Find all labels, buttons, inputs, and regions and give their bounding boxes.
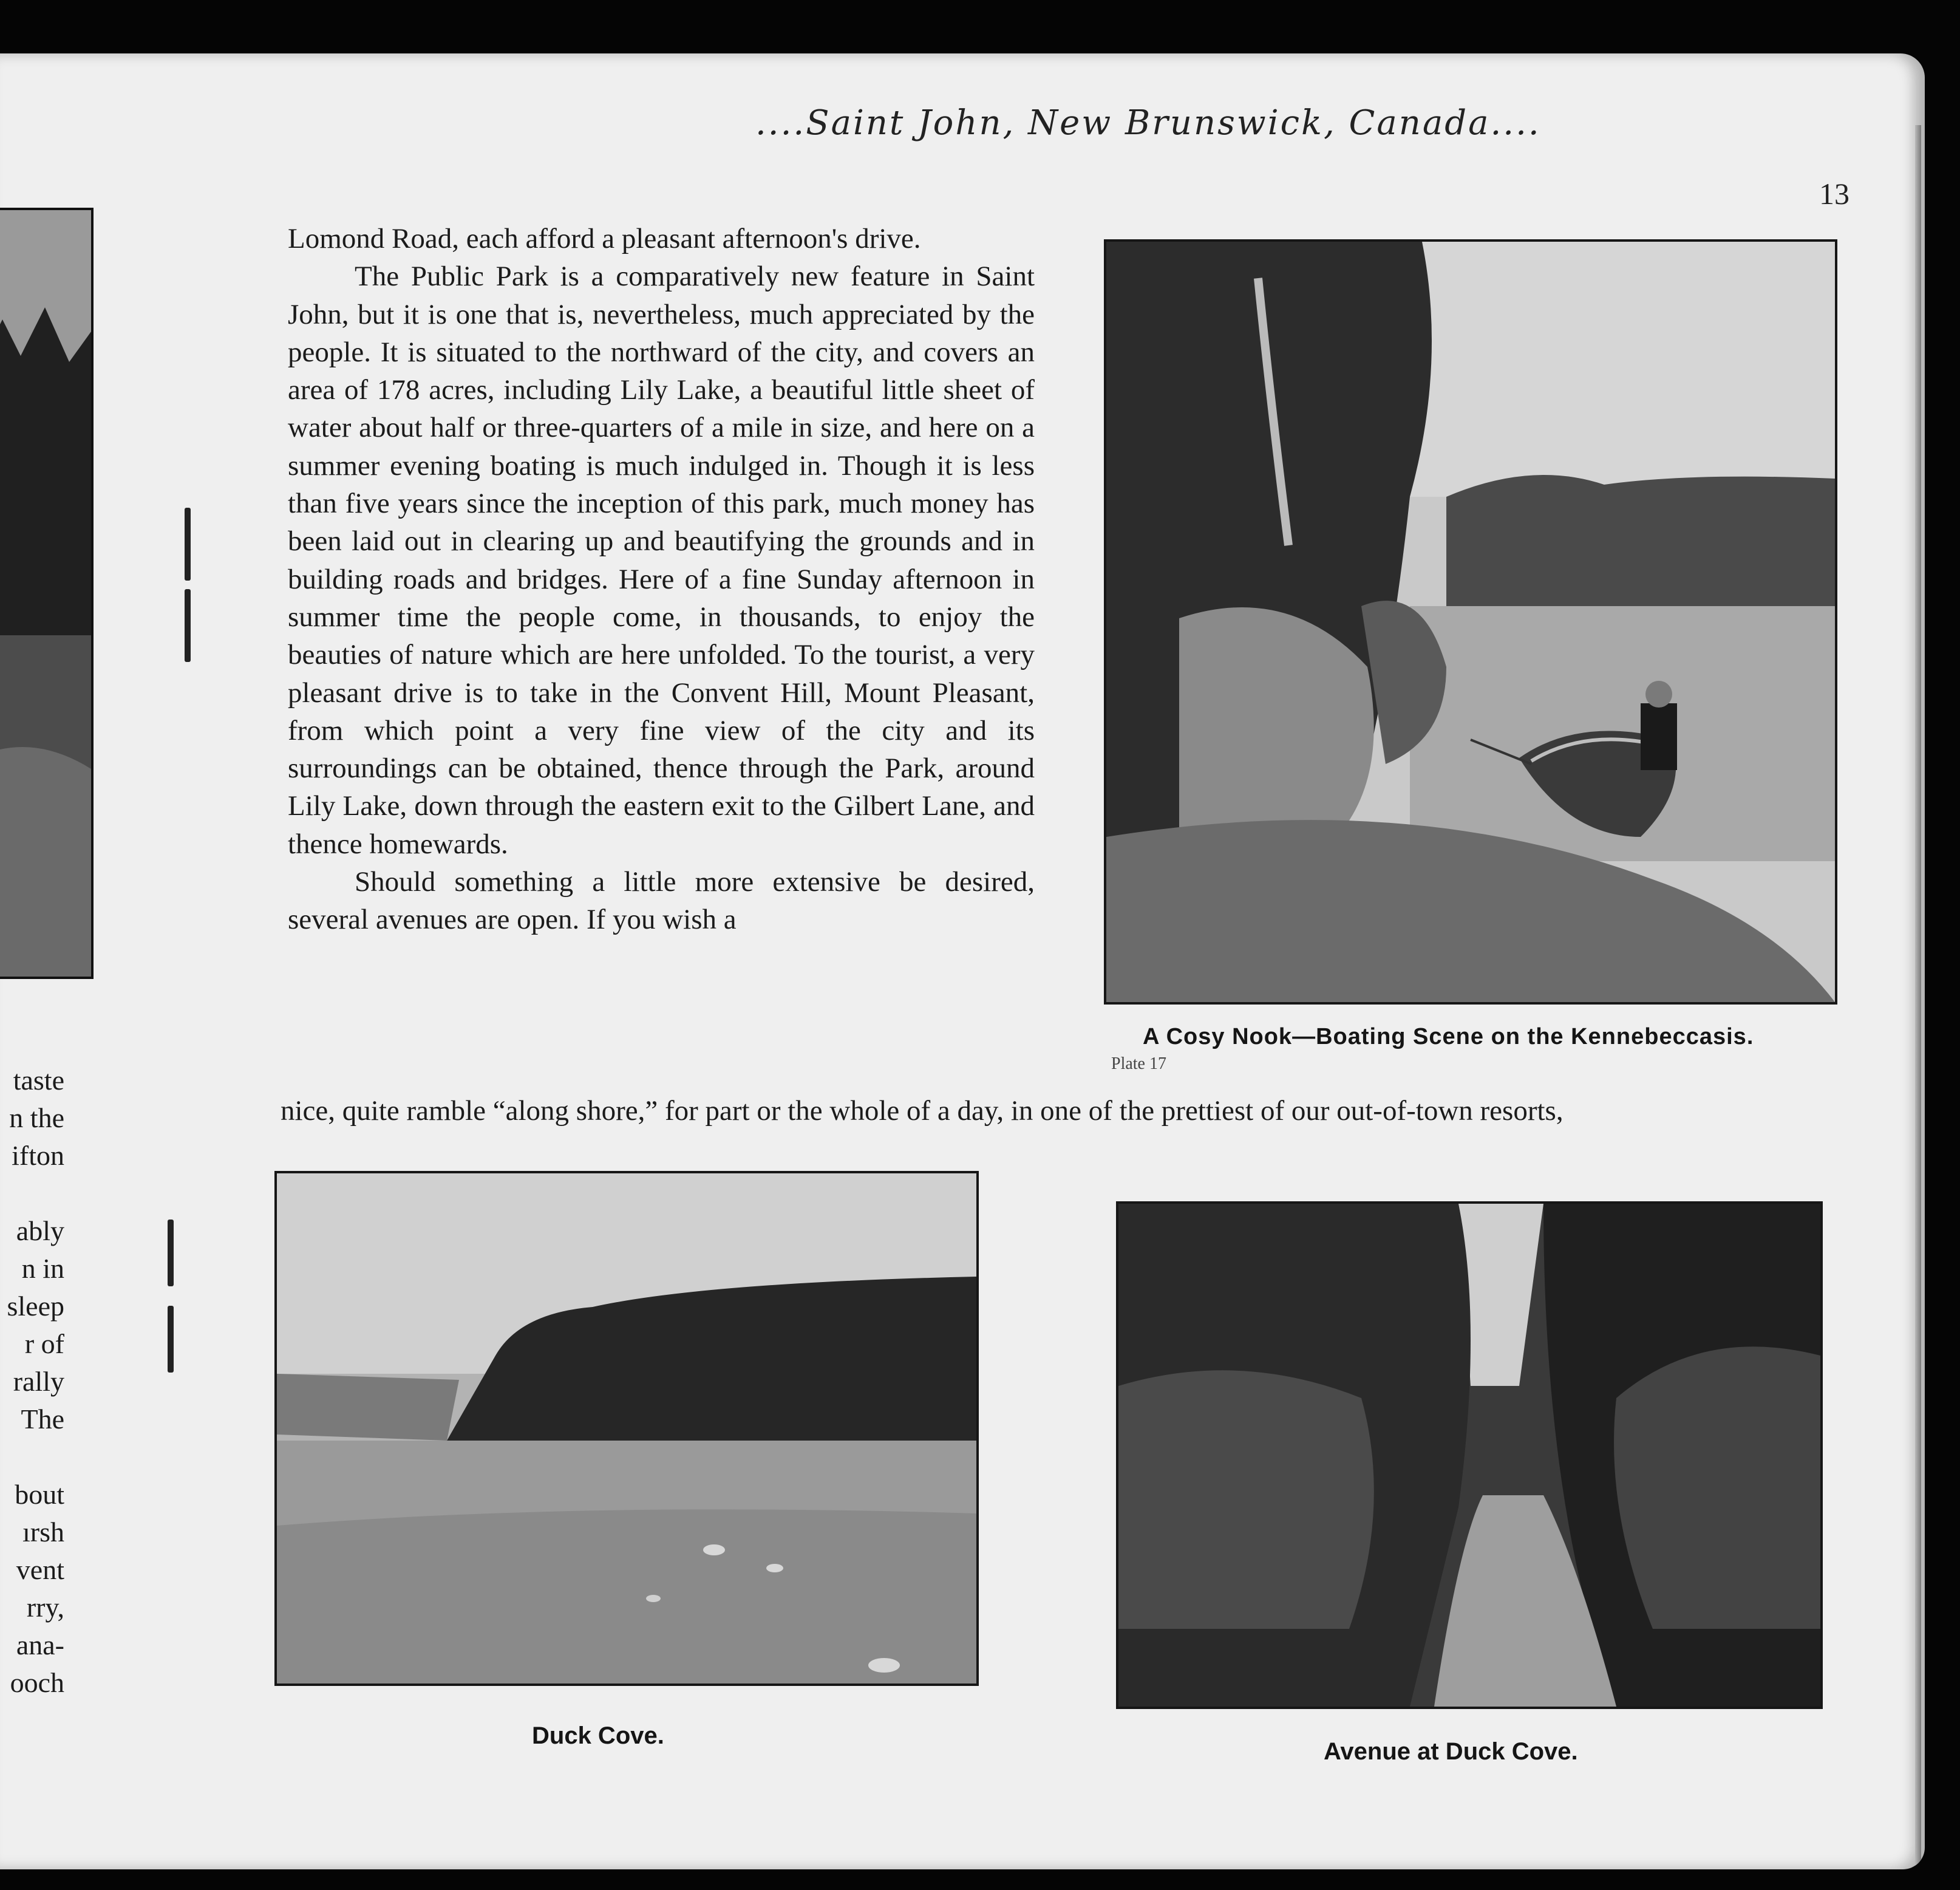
- paragraph: Should something a little more extensive be desired, several avenues are open. If you wish a: [288, 866, 1035, 936]
- left-page-photo: [0, 208, 94, 979]
- left-fragment: [4, 1438, 64, 1476]
- article-text: [288, 220, 1035, 939]
- left-fragment: [4, 1175, 64, 1212]
- left-fragment: n in: [21, 1253, 64, 1284]
- left-fragment: ırsh: [22, 1516, 64, 1547]
- page-number: 13: [1819, 177, 1849, 211]
- caption-avenue: Avenue at Duck Cove.: [1324, 1738, 1578, 1765]
- plate-label: Plate 17: [1111, 1054, 1166, 1073]
- left-fragment: The: [21, 1404, 64, 1435]
- left-page-text-fragments: [4, 1062, 64, 1702]
- paragraph: Lomond Road, each afford a pleasant afternoon's drive.: [288, 223, 921, 254]
- left-fragment: rally: [13, 1366, 64, 1397]
- left-fragment: vent: [16, 1554, 64, 1585]
- binding-mark: [185, 508, 191, 581]
- paragraph: The Public Park is a comparatively new feature in Saint John, but it is one that is, nevertheless, much appreciated by the people. It is situated to the northward of the city, and covers an area of 178 acres, including Lily Lake, a beautiful little sheet of water about half or three-quarters of a mile in size, and here on a summer evening boating is much indulged in. Though it is less than five years since the inception of this park, much money has been laid out in clearing up and beautifying the grounds and in building roads and bridges. Here of a fine Sunday afternoon in summer time the people come, in thousands, to enjoy the beauties of nature which are here unfolded. To the tourist, a very pleasant drive is to take in the Convent Hill, Mount Pleasant, from which point a very fine view of the city and its surroundings can be obtained, thence through the Park, around Lily Lake, down through the eastern exit to the Gilbert Lane, and thence homewards.: [288, 261, 1035, 860]
- left-fragment: rry,: [26, 1592, 64, 1623]
- left-fragment: ifton: [12, 1140, 64, 1171]
- running-header: ....Saint John, New Brunswick, Canada....: [755, 103, 1541, 143]
- binding-mark: [168, 1306, 174, 1373]
- photo-boating-scene: [1104, 239, 1837, 1005]
- photo-avenue-duck-cove: [1116, 1201, 1823, 1709]
- page-edge: [1915, 125, 1921, 1869]
- left-fragment: n the: [9, 1102, 64, 1133]
- left-fragment: ably: [16, 1215, 64, 1246]
- left-fragment: ooch: [10, 1667, 64, 1698]
- binding-mark: [185, 589, 191, 662]
- left-fragment: ana-: [16, 1629, 64, 1660]
- caption-boating: A Cosy Nook—Boating Scene on the Kennebeccasis.: [1143, 1024, 1754, 1049]
- left-fragment: sleep: [7, 1291, 64, 1322]
- photo-duck-cove: [274, 1171, 979, 1686]
- caption-duck-cove: Duck Cove.: [532, 1722, 664, 1749]
- left-fragment: r of: [24, 1328, 64, 1359]
- left-fragment: bout: [15, 1479, 64, 1510]
- binding-mark: [168, 1220, 174, 1286]
- full-width-text-line: nice, quite ramble “along shore,” for part or the whole of a day, in one of the prettiest of our out-of-town resorts,: [281, 1095, 1564, 1127]
- left-fragment: taste: [13, 1065, 64, 1096]
